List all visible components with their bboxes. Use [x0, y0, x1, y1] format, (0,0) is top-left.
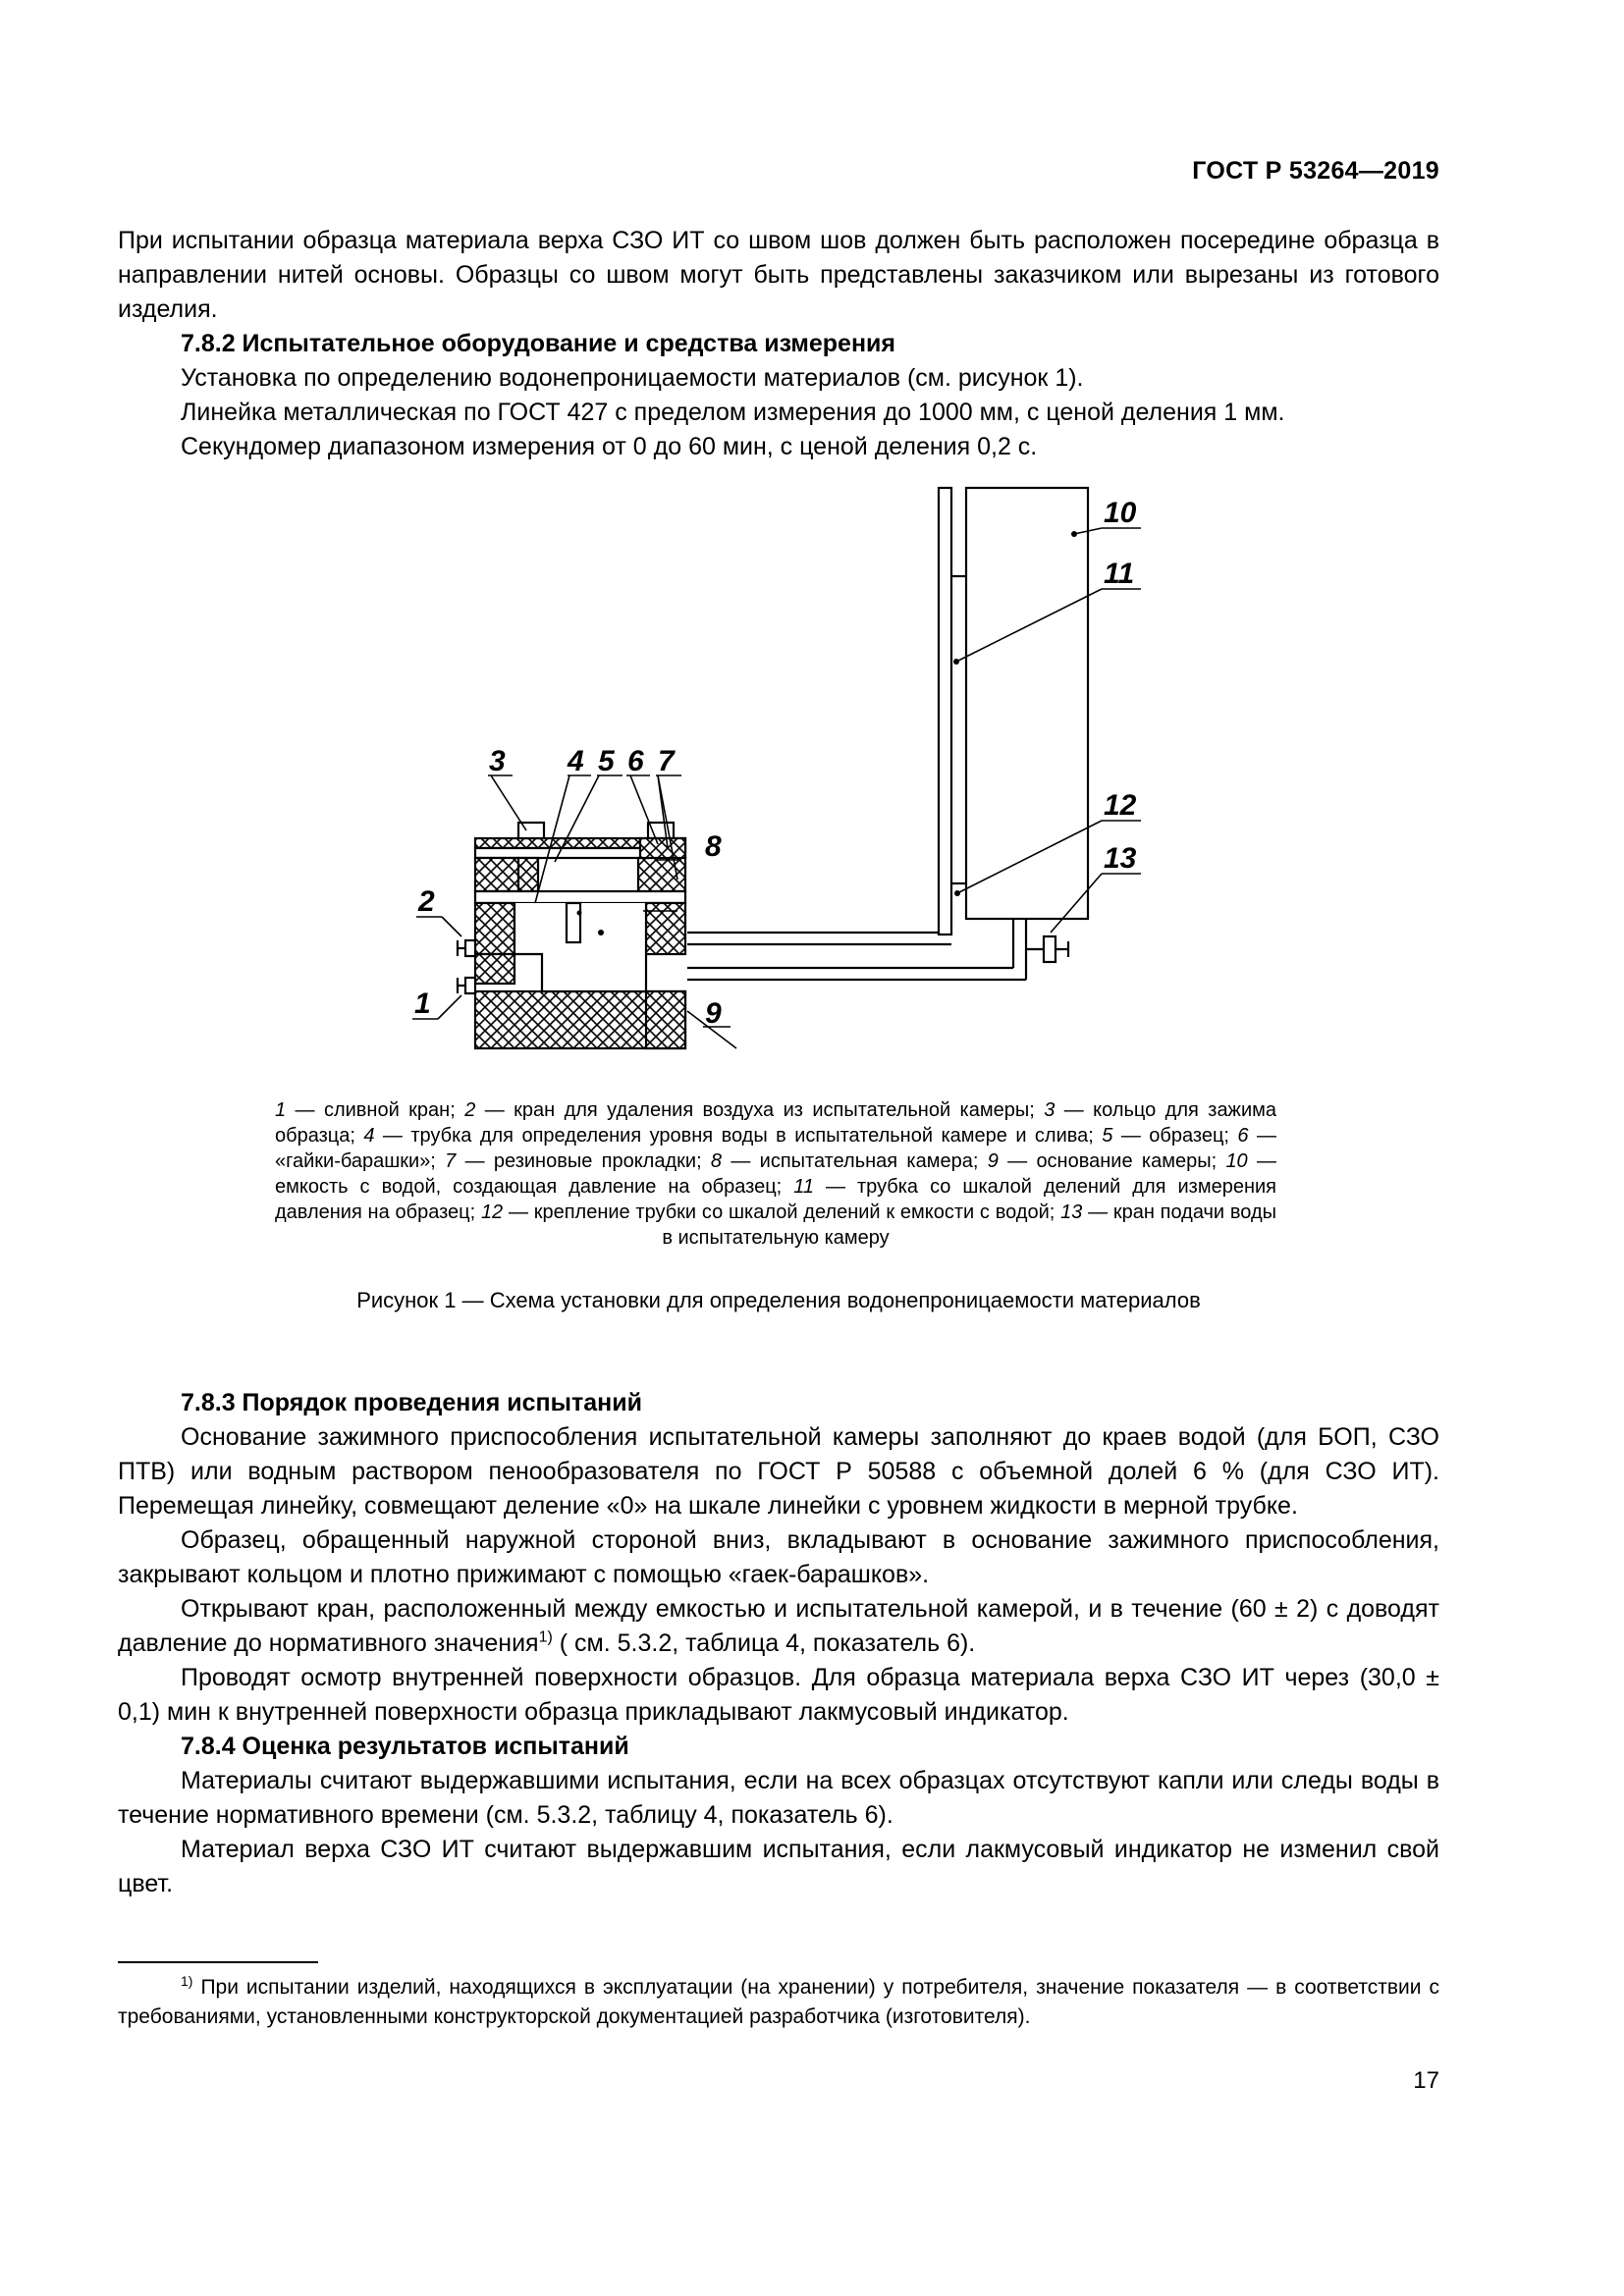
figure-label-4: 4	[568, 745, 584, 777]
air-release-valve	[465, 940, 475, 956]
legend-number: 1	[275, 1099, 287, 1121]
figure-label-8: 8	[705, 830, 722, 863]
legend-number: 12	[480, 1201, 504, 1223]
heading-784: 7.8.4 Оценка результатов испытаний	[181, 1733, 629, 1760]
figure-legend	[275, 1097, 1276, 1251]
figure-label-7: 7	[658, 745, 675, 777]
heading-783: 7.8.3 Порядок проведения испытаний	[181, 1389, 642, 1416]
figure-label-10: 10	[1104, 497, 1137, 529]
legend-text: — кольцо для зажима образца;	[275, 1099, 1276, 1147]
document-standard-number: ГОСТ Р 53264—2019	[1192, 157, 1439, 185]
figure-label-5: 5	[598, 745, 615, 777]
legend-text: — кран для удаления воздуха из испытательной камеры;	[475, 1099, 1045, 1121]
figure-label-6: 6	[627, 745, 644, 777]
section-782	[118, 224, 1439, 464]
legend-number: 6	[1237, 1125, 1249, 1147]
footnote-reference[interactable]: 1)	[538, 1629, 553, 1646]
figure-label-12: 12	[1104, 789, 1137, 822]
figure-label-9: 9	[705, 997, 722, 1030]
section-783-784	[118, 1386, 1439, 1901]
footnote-text: При испытании изделий, находящихся в эксплуатации (на хранении) у потребителя, значение показателя — в соответствии с требованиями, установленными конструкторской документацией разработчика (изготовителя).	[118, 1976, 1439, 2028]
equipment-item-2: Линейка металлическая по ГОСТ 427 с пределом измерения до 1000 мм, с ценой деления 1 мм.	[181, 399, 1285, 426]
legend-number: 9	[987, 1150, 999, 1172]
legend-number: 10	[1225, 1150, 1248, 1172]
procedure-paragraph-3-part-b: ( см. 5.3.2, таблица 4, показатель 6).	[552, 1629, 976, 1657]
footnote-separator	[118, 1961, 318, 1963]
water-supply-valve	[1044, 936, 1056, 962]
test-setup-diagram	[373, 471, 1218, 1080]
evaluation-paragraph-2: Материал верха СЗО ИТ считают выдержавшим испытания, если лакмусовый индикатор не изменил свой цвет.	[118, 1836, 1439, 1897]
page-number: 17	[1413, 2067, 1439, 2094]
footnote-mark: 1)	[181, 1973, 193, 1989]
figure-label-2: 2	[418, 885, 435, 918]
figure-label-1: 1	[414, 988, 431, 1020]
legend-text: — трубка со шкалой делений для измерения давления на образец;	[275, 1176, 1276, 1223]
procedure-paragraph-3-part-a: Открывают кран, расположенный между емкостью и испытательной камерой, и в течение (60 ± 2) с доводят давление до нормативного значения	[118, 1595, 1439, 1657]
figure-label-13: 13	[1104, 842, 1137, 875]
procedure-paragraph-1: Основание зажимного приспособления испытательной камеры заполняют до краев водой (для БОП, СЗО ПТВ) или водным раствором пенообразователя по ГОСТ Р 50588 с объемной долей 6 % (для СЗО ИТ). Перемещая линейку, совмещают деление «0» на шкале линейки с уровнем жидкости в мерной трубке.	[118, 1423, 1439, 1520]
figure-label-3: 3	[489, 745, 506, 777]
legend-number: 8	[710, 1150, 723, 1172]
legend-text: — «гайки-барашки»;	[275, 1125, 1276, 1172]
procedure-paragraph-2: Образец, обращенный наружной стороной вниз, вкладывают в основание зажимного приспособления, закрывают кольцом и плотно прижимают с помощью «гаек-барашков».	[118, 1526, 1439, 1588]
legend-text: — кран подачи воды в испытательную камеру	[662, 1201, 1276, 1249]
figure-label-11: 11	[1104, 558, 1135, 590]
scale-tube	[939, 488, 951, 934]
legend-text: — емкость с водой, создающая давление на образец;	[275, 1150, 1276, 1198]
legend-text: — основание камеры;	[998, 1150, 1226, 1172]
legend-text: — образец;	[1112, 1125, 1238, 1147]
legend-text: — резиновые прокладки;	[456, 1150, 711, 1172]
legend-number: 3	[1044, 1099, 1056, 1121]
legend-number: 11	[793, 1176, 814, 1198]
legend-number: 2	[464, 1099, 476, 1121]
legend-text: — испытательная камера;	[722, 1150, 988, 1172]
legend-number: 4	[363, 1125, 375, 1147]
legend-number: 13	[1060, 1201, 1083, 1223]
legend-text: — сливной кран;	[286, 1099, 465, 1121]
figure-title: Рисунок 1 — Схема установки для определения водонепроницаемости материалов	[356, 1288, 1201, 1312]
legend-number: 5	[1102, 1125, 1113, 1147]
drain-valve	[465, 978, 475, 993]
evaluation-paragraph-1: Материалы считают выдержавшими испытания, если на всех образцах отсутствуют капли или следы воды в течение нормативного времени (см. 5.3.2, таблицу 4, показатель 6).	[118, 1767, 1439, 1829]
equipment-item-3: Секундомер диапазоном измерения от 0 до 60 мин, с ценой деления 0,2 с.	[181, 433, 1038, 460]
legend-number: 7	[445, 1150, 457, 1172]
legend-text: — крепление трубки со шкалой делений к емкости с водой;	[503, 1201, 1061, 1223]
footnote	[118, 1973, 1439, 2032]
procedure-paragraph-3	[118, 1592, 1439, 1661]
procedure-paragraph-4: Проводят осмотр внутренней поверхности образцов. Для образца материала верха СЗО ИТ через (30,0 ± 0,1) мин к внутренней поверхности образца прикладывают лакмусовый индикатор.	[118, 1664, 1439, 1726]
intro-paragraph: При испытании образца материала верха СЗО ИТ со швом шов должен быть расположен посередине образца в направлении нитей основы. Образцы со швом могут быть представлены заказчиком или вырезаны из готового изделия.	[118, 227, 1439, 323]
heading-782: 7.8.2 Испытательное оборудование и средства измерения	[181, 330, 896, 357]
legend-text: — трубка для определения уровня воды в испытательной камере и слива;	[374, 1125, 1103, 1147]
water-tank	[966, 488, 1088, 919]
equipment-item-1: Установка по определению водонепроницаемости материалов (см. рисунок 1).	[181, 364, 1084, 392]
